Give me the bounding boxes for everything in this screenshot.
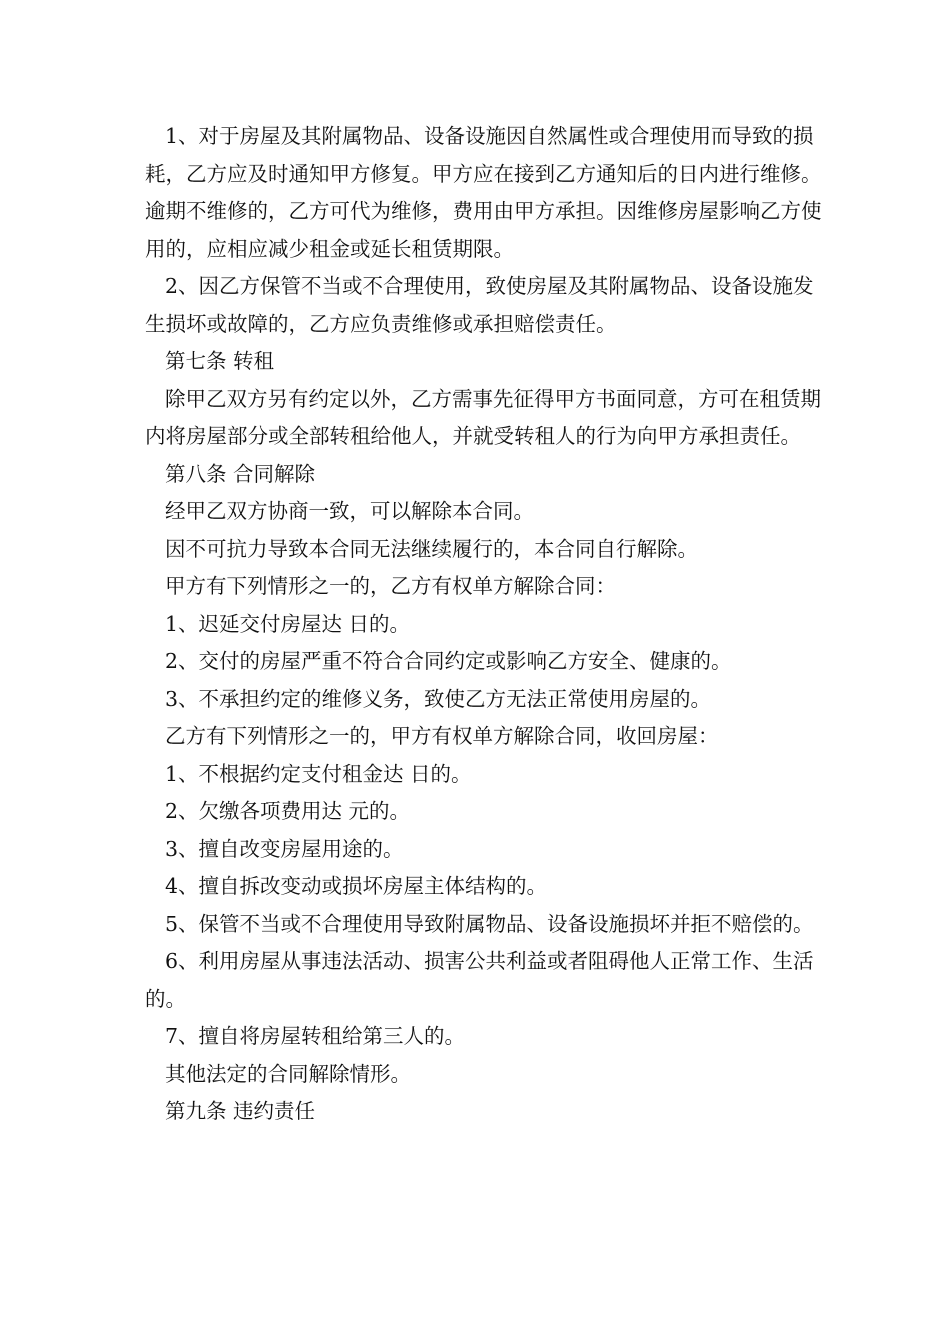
document-body [145, 118, 825, 1131]
paragraph-landlord-cases-intro: 甲方有下列情形之一的，乙方有权单方解除合同： [165, 574, 616, 598]
paragraph-tenant-cases-intro: 乙方有下列情形之一的，甲方有权单方解除合同，收回房屋： [165, 724, 719, 748]
heading-article-9: 第九条 违约责任 [165, 1099, 316, 1123]
list-item-landlord-2: 2、交付的房屋严重不符合合同约定或影响乙方安全、健康的。 [165, 649, 732, 673]
heading-article-7: 第七条 转租 [165, 349, 275, 373]
list-item-tenant-5: 5、保管不当或不合理使用导致附属物品、设备设施损坏并拒不赔偿的。 [165, 911, 814, 936]
paragraph-force-majeure: 因不可抗力导致本合同无法继续履行的，本合同自行解除。 [165, 536, 698, 561]
paragraph-sublease: 除甲乙双方另有约定以外，乙方需事先征得甲方书面同意，方可在租赁期内将房屋部分或全部转租给他人，并就受转租人的行为向甲方承担责任。 [145, 386, 821, 448]
list-item-tenant-1: 1、不根据约定支付租金达 日的。 [165, 761, 472, 786]
paragraph-tenant-liability: 2、因乙方保管不当或不合理使用，致使房屋及其附属物品、设备设施发生损坏或故障的，乙方应负责维修或承担赔偿责任。 [145, 274, 814, 336]
list-item-landlord-3: 3、不承担约定的维修义务，致使乙方无法正常使用房屋的。 [165, 686, 712, 711]
list-item-tenant-3: 3、擅自改变房屋用途的。 [165, 836, 404, 861]
list-item-tenant-2: 2、欠缴各项费用达 元的。 [165, 799, 411, 823]
paragraph-mutual-termination: 经甲乙双方协商一致，可以解除本合同。 [165, 499, 534, 523]
list-item-tenant-4: 4、擅自拆改变动或损坏房屋主体结构的。 [165, 874, 548, 898]
paragraph-repair-obligation: 1、对于房屋及其附属物品、设备设施因自然属性或合理使用而导致的损耗，乙方应及时通知甲方修复。甲方应在接到乙方通知后的日内进行维修。逾期不维修的，乙方可代为维修，费用由甲方承担。因维修房屋影响乙方使用的，应相应减少租金或延长租赁期限。 [145, 124, 822, 261]
heading-article-8: 第八条 合同解除 [165, 461, 316, 486]
list-item-tenant-6: 6、利用房屋从事违法活动、损害公共利益或者阻碍他人正常工作、生活的。 [145, 949, 814, 1011]
paragraph-other-legal-cases: 其他法定的合同解除情形。 [165, 1061, 411, 1086]
list-item-landlord-1: 1、迟延交付房屋达 日的。 [165, 611, 411, 636]
list-item-tenant-7: 7、擅自将房屋转租给第三人的。 [165, 1024, 466, 1048]
